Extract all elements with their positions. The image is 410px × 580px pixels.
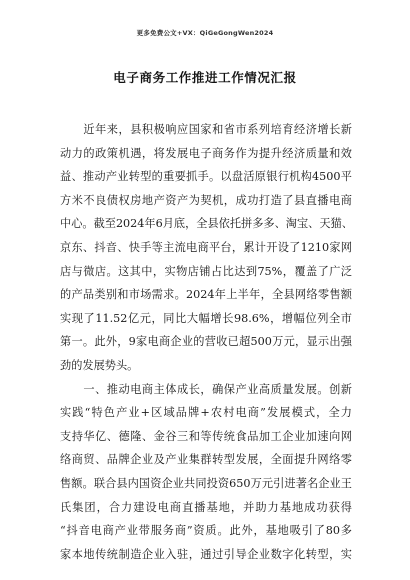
body-line: 中心。截至2024年6月底，全县依托拼多多、淘宝、天猫、	[60, 217, 353, 231]
body-line: 第一。此外，9家电商企业的营收已超500万元，显示出强	[60, 335, 352, 349]
body-line: 的产品类别和市场需求。2024年上半年，全县网络零售额	[60, 288, 352, 302]
body-line: 售额。联合县内国资企业共同投资650万元引进著名企业王	[60, 476, 352, 490]
body-line: “抖音电商产业带服务商”资质。此外，基地吸引了80多	[60, 524, 352, 538]
body-line: 动力的政策机遇，将发展电子商务作为提升经济质量和效	[60, 146, 352, 160]
document-body	[60, 118, 352, 566]
body-line: 络商贸、品牌企业及产业集群转型发展，全面提升网络零	[60, 453, 352, 467]
body-line: 实现了11.52亿元，同比大幅增长98.6%，增幅位列全市	[60, 311, 352, 325]
body-line: 京东、抖音、快手等主流电商平台，累计开设了1210家网	[60, 240, 352, 254]
body-line: 家本地传统制造企业入驻，通过引导企业数字化转型，实	[60, 547, 352, 561]
body-line: 实践“特色产业+区域品牌+农村电商”发展模式，全力	[60, 406, 352, 420]
body-line: 店与微店。这其中，实物店铺占比达到75%，覆盖了广泛	[60, 264, 352, 278]
body-line: 近年来，县积极响应国家和省市系列培育经济增长新	[60, 123, 352, 136]
body-line: 益、推动产业转型的重要抓手。以盘活原银行机构4500平	[60, 170, 352, 184]
body-line: 支持华亿、德隆、金谷三和等传统食品加工企业加速向网	[60, 429, 352, 443]
body-line: 一、推动电商主体成长，确保产业高质量发展。创新	[60, 382, 352, 396]
body-line: 氏集团，合力建设电商直播基地，并助力基地成功获得	[60, 500, 352, 514]
body-line: 方米不良债权房地产资产为契机，成功打造了县直播电商	[60, 193, 352, 207]
header-note: 更多免费公文+VX：QiGeGongWen2024	[136, 29, 274, 37]
body-line: 劲的发展势头。	[60, 358, 139, 372]
document-title: 电子商务工作推进工作情况汇报	[113, 70, 297, 85]
